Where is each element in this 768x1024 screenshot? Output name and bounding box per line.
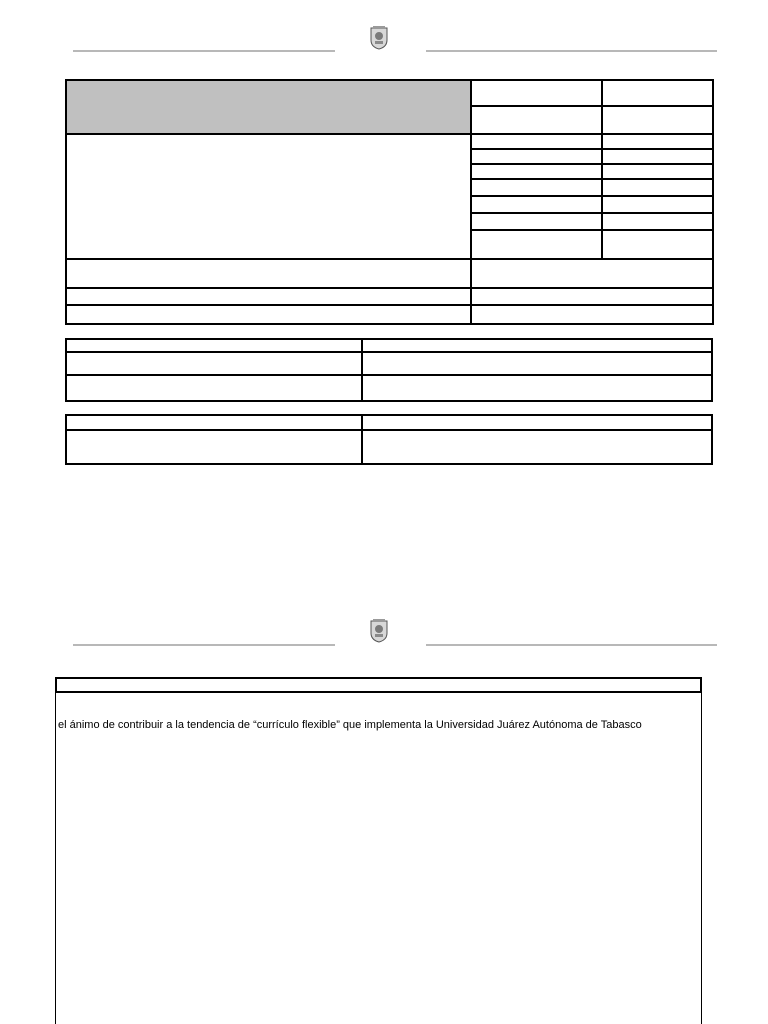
info-table-rule (470, 148, 714, 150)
second-table-rule (65, 351, 713, 353)
university-seal-icon (369, 617, 389, 648)
info-table-rule (470, 178, 714, 180)
second-table-rule (65, 374, 713, 376)
header-rule-left (73, 644, 335, 646)
body-text: el ánimo de contribuir a la tendencia de “currículo flexible” que implementa la Universidad Juárez Autónoma de Tabasco (58, 719, 642, 731)
info-table-rule (65, 133, 714, 135)
info-table-rule (65, 258, 714, 260)
content-box (55, 691, 702, 1024)
info-table-rule (470, 163, 714, 165)
info-table-rule (470, 212, 714, 214)
header-rule-right (426, 644, 717, 646)
second-table-divider (361, 338, 363, 402)
info-table-rule (470, 229, 714, 231)
third-table-rule (65, 429, 713, 431)
third-table-border (65, 414, 713, 465)
info-table-rule (65, 287, 714, 289)
second-table-border (65, 338, 713, 402)
header-rule-left (73, 50, 335, 52)
info-table-rule (470, 105, 714, 107)
header-rule-right (426, 50, 717, 52)
university-seal-icon (369, 24, 389, 55)
info-table-rule (470, 195, 714, 197)
third-table-divider (361, 414, 363, 465)
info-table-rule (65, 304, 714, 306)
